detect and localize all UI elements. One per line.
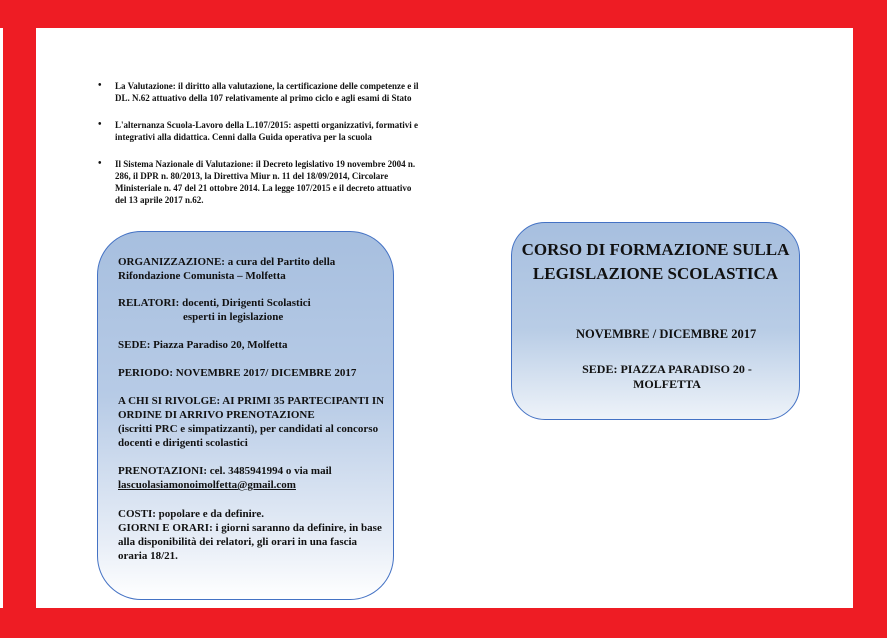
destinatari-continuation: (iscritti PRC e simpatizzanti), per candidati al concorso docenti e dirigenti scolastici bbox=[118, 423, 379, 449]
topic-item-snv: • Il Sistema Nazionale di Valutazione: il Decreto legislativo 19 novembre 2004 n. 286, il DPR n. 80/2013, la Direttiva Miur n. 11 del 18/09/2014, Circolare Ministeriale n. 47 del 21 ottobre 2014. La legge 107/2015 e il decreto attuativo del 13 aprile 2017 n.62. bbox=[98, 158, 420, 206]
giorni-orari-text: GIORNI E ORARI: i giorni saranno da definire, in base alla disponibilità dei relatori, gli orari in una fascia oraria 18/21. bbox=[118, 522, 382, 562]
red-frame-top bbox=[0, 0, 887, 28]
course-sede: SEDE: PIAZZA PARADISO 20 - MOLFETTA bbox=[582, 362, 752, 391]
red-frame-right bbox=[853, 0, 887, 638]
destinatari-text: A CHI SI RIVOLGE: AI PRIMI 35 PARTECIPANTI IN ORDINE DI ARRIVO PRENOTAZIONE bbox=[118, 395, 385, 421]
email-link[interactable]: lascuolasiamonoimolfetta@gmail.com bbox=[118, 479, 296, 491]
sede-text: SEDE: Piazza Paradiso 20, Molfetta bbox=[118, 339, 288, 351]
red-frame-left bbox=[0, 0, 36, 638]
periodo-text: PERIODO: NOVEMBRE 2017/ DICEMBRE 2017 bbox=[118, 367, 357, 379]
red-frame-bottom bbox=[0, 608, 887, 638]
topic-item-alternanza: • L'alternanza Scuola-Lavoro della L.107/2015: aspetti organizzativi, formativi e integrativi alla didattica. Cenni dalla Guida operativa per la scuola bbox=[98, 119, 420, 143]
topics-list bbox=[98, 80, 420, 221]
organizzazione-text: ORGANIZZAZIONE: a cura del Partito della Rifondazione Comunista – Molfetta bbox=[118, 256, 336, 282]
relatori-text: RELATORI: docenti, Dirigenti Scolastici bbox=[118, 297, 311, 309]
course-title: CORSO DI FORMAZIONE SULLA LEGISLAZIONE SCOLASTICA bbox=[521, 240, 790, 283]
relatori-continuation: esperti in legislazione bbox=[183, 311, 284, 323]
costi-text: COSTI: popolare e da definire. bbox=[118, 508, 264, 520]
prenotazioni-text: PRENOTAZIONI: cel. 3485941994 o via mail bbox=[118, 465, 332, 477]
topic-item-valutazione: • La Valutazione: il diritto alla valutazione, la certificazione delle competenze e il DL. N.62 attuativo della 107 relativamente al primo ciclo e agli esami di Stato bbox=[98, 80, 420, 104]
course-dates: NOVEMBRE / DICEMBRE 2017 bbox=[576, 327, 757, 341]
frame-edge-sliver bbox=[0, 28, 3, 608]
